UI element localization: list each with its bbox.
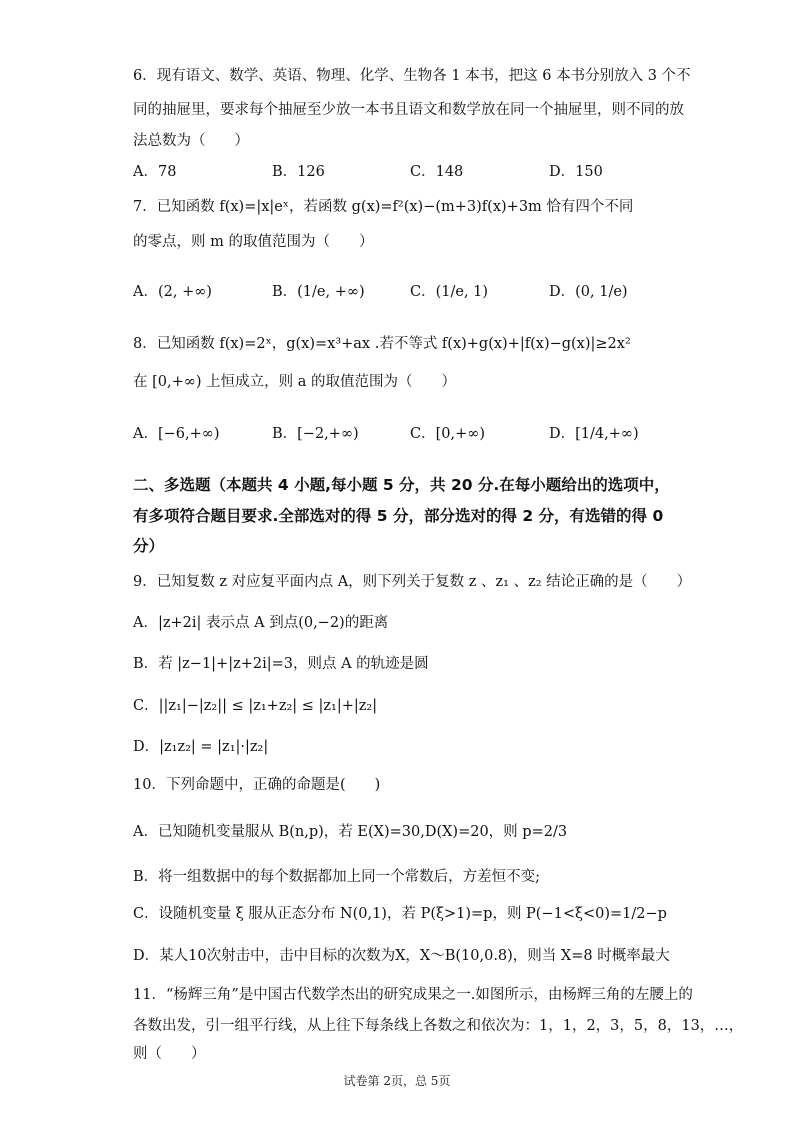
- q8-option-a: A．[−6,+∞): [133, 426, 220, 442]
- q6-option-a: A．78: [133, 164, 177, 180]
- q9-option-a: A．|z+2i| 表示点 A 到点(0,−2)的距离: [133, 615, 389, 631]
- section-heading-line-1: 二、多选题（本题共 4 小题,每小题 5 分，共 20 分.在每小题给出的选项中，: [133, 476, 670, 494]
- q7-option-a: A．(2, +∞): [133, 284, 212, 300]
- q7-option-b: B．(1/e, +∞): [272, 284, 365, 300]
- q6-option-c: C．148: [410, 164, 464, 180]
- q10-option-a: A．已知随机变量服从 B(n,p)，若 E(X)=30,D(X)=20，则 p=2/3: [133, 824, 568, 840]
- q8-option-b: B．[−2,+∞): [272, 426, 359, 442]
- q6-option-d: D．150: [549, 164, 603, 180]
- q9-option-c: C．||z₁|−|z₂|| ≤ |z₁+z₂| ≤ |z₁|+|z₂|: [133, 698, 378, 714]
- page-footer: 试卷第 2页，总 5页: [343, 1074, 451, 1088]
- q10-option-d: D．某人10次射击中，击中目标的次数为X，X～B(10,0.8)，则当 X=8 时概率最大: [133, 948, 670, 964]
- q8-line-2: 在 [0,+∞) 上恒成立，则 a 的取值范围为（ ）: [133, 374, 456, 390]
- q6-option-b: B．126: [272, 164, 325, 180]
- q11-line-1: 11．“杨辉三角”是中国古代数学杰出的研究成果之一.如图所示，由杨辉三角的左腰上的: [133, 987, 693, 1003]
- section-heading-line-3: 分）: [133, 537, 165, 555]
- q9-option-d: D．|z₁z₂| = |z₁|·|z₂|: [133, 739, 269, 755]
- q8-option-c: C．[0,+∞): [410, 426, 485, 442]
- q8-option-d: D．[1/4,+∞): [549, 426, 639, 442]
- q6-line-3: 法总数为（ ）: [133, 133, 249, 149]
- q6-line-1: 6．现有语文、数学、英语、物理、化学、生物各 1 本书，把这 6 本书分别放入 3 个不: [133, 68, 691, 84]
- q10-option-c: C．设随机变量 ξ 服从正态分布 N(0,1)，若 P(ξ>1)=p，则 P(−1<ξ<0)=1/2−p: [133, 906, 667, 922]
- q10-option-b: B．将一组数据中的每个数据都加上同一个常数后，方差恒不变;: [133, 869, 541, 885]
- q7-option-d: D．(0, 1/e): [549, 284, 628, 300]
- q7-line-2: 的零点，则 m 的取值范围为（ ）: [133, 234, 374, 250]
- q9-option-b: B．若 |z−1|+|z+2i|=3，则点 A 的轨迹是圆: [133, 656, 429, 672]
- q11-line-2: 各数出发，引一组平行线，从上往下每条线上各数之和依次为：1，1，2，3，5，8，13，…，: [133, 1018, 744, 1034]
- q7-line-1: 7．已知函数 f(x)=|x|eˣ，若函数 g(x)=f²(x)−(m+3)f(x)+3m 恰有四个不同: [133, 199, 634, 215]
- q6-line-2: 同的抽屉里，要求每个抽屉至少放一本书且语文和数学放在同一个抽屉里，则不同的放: [133, 102, 684, 118]
- q9-stem: 9．已知复数 z 对应复平面内点 A，则下列关于复数 z 、z₁ 、z₂ 结论正确的是（ ）: [133, 574, 692, 590]
- q10-stem: 10．下列命题中，正确的命题是( ): [133, 777, 381, 793]
- q7-option-c: C．(1/e, 1): [410, 284, 489, 300]
- q11-line-3: 则（ ）: [133, 1046, 206, 1062]
- section-heading-line-2: 有多项符合题目要求.全部选对的得 5 分，部分选对的得 2 分，有选错的得 0: [133, 507, 664, 525]
- q8-line-1: 8．已知函数 f(x)=2ˣ，g(x)=x³+ax .若不等式 f(x)+g(x)+|f(x)−g(x)|≥2x²: [133, 336, 631, 352]
